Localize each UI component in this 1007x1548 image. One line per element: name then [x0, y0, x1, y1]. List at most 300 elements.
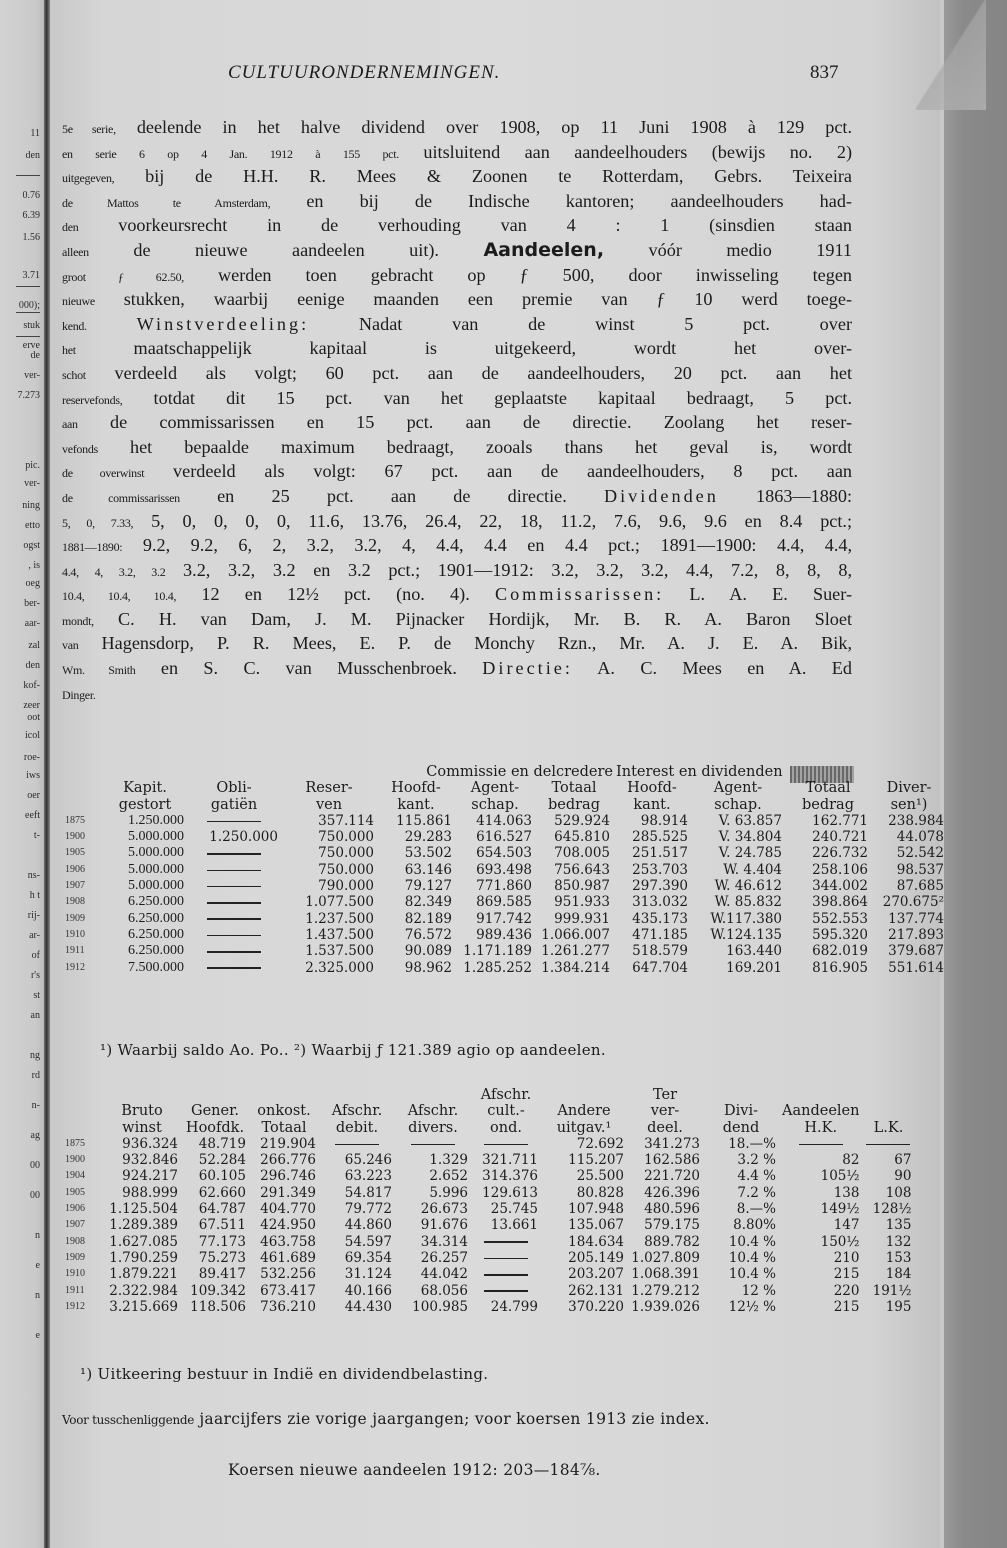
table-cell: 756.643	[554, 861, 610, 878]
table-cell: 6.250.000	[128, 910, 184, 926]
table-cell: 107.948	[568, 1201, 624, 1218]
table-cell: 266.776	[260, 1152, 316, 1169]
text-segment: Nadat van de winst 5 pct. over	[358, 313, 852, 334]
adjacent-page-rule	[16, 175, 40, 176]
adjacent-page-fragment: ag	[30, 1130, 40, 1141]
text-segment: verdeeld als volgt; 60 pct. aan de aandeelhouders, 20 pct. aan het	[114, 362, 852, 383]
row-year: 1911	[65, 945, 85, 957]
table-cell: 25.500	[576, 1168, 624, 1185]
text-segment: het	[62, 343, 76, 358]
text-segment: 10.4, 10.4, 10.4,	[62, 589, 177, 604]
text-segment: uitgegeven,	[62, 171, 115, 186]
column-header: debit.	[335, 1119, 379, 1136]
text-line	[62, 313, 852, 338]
table-cell: 314.376	[482, 1168, 538, 1185]
column-header: Totaal	[805, 780, 851, 797]
column-header: H.K.	[804, 1119, 838, 1136]
text-segment: het bepaalde maximum bedraagt, zooals thans het geval is, wordt	[129, 436, 852, 457]
new-shares-prices: Koersen nieuwe aandeelen 1912: 203—184⅞.	[228, 1461, 601, 1479]
table-cell: 579.175	[644, 1217, 700, 1234]
table-cell: 226.732	[812, 845, 868, 862]
table-row	[62, 1266, 914, 1282]
table-cell: 889.782	[644, 1233, 700, 1250]
table-cell: 1.939.026	[631, 1298, 700, 1315]
table-cell: 2.652	[429, 1168, 468, 1185]
section-label: Winstverdeeling:	[136, 313, 310, 334]
table-cell: 1.285.252	[463, 959, 532, 976]
column-header: gestort	[118, 796, 172, 813]
row-year: 1875	[65, 1137, 85, 1149]
table-cell: 128½	[872, 1201, 912, 1218]
row-year: 1909	[65, 1251, 85, 1263]
text-segment: vóór medio 1911	[648, 239, 852, 260]
table-cell: 44.860	[344, 1217, 392, 1234]
adjacent-page-fragment: aar-	[24, 618, 40, 629]
table-cell: 89.417	[198, 1266, 246, 1283]
table-cell: 951.933	[554, 894, 610, 911]
table-cell: 10.4 %	[728, 1233, 776, 1250]
column-header: kant.	[397, 796, 435, 813]
table-cell: 5.000.000	[128, 861, 184, 877]
table-cell: 253.703	[632, 861, 688, 878]
table-row	[62, 1201, 914, 1217]
text-segment: stukken, waarbij eenige maanden een premie van ƒ 10 werd toege-	[123, 289, 852, 310]
table-cell: 129.613	[482, 1184, 538, 1201]
table-row	[62, 1152, 914, 1168]
table-cell: 91.676	[420, 1217, 468, 1234]
table-cell: 8.80%	[733, 1217, 776, 1234]
year-header	[62, 780, 103, 796]
table-cell: 215	[833, 1298, 860, 1315]
column-header: ond.	[490, 1119, 522, 1136]
column-header	[862, 1103, 914, 1119]
table-cell: 1.384.214	[541, 959, 610, 976]
table-cell: 52.284	[198, 1152, 246, 1169]
table-cell: 1.237.500	[305, 910, 374, 927]
table-cell: 532.256	[260, 1266, 316, 1283]
adjacent-page-fragment: eeft	[25, 810, 40, 821]
column-header: Aandeelen	[782, 1103, 860, 1120]
table-cell: 13.661	[490, 1217, 538, 1234]
table-cell: 1.066.007	[541, 926, 610, 943]
column-header: Afschr.	[480, 1087, 532, 1103]
table-cell: 1.329	[429, 1152, 468, 1169]
text-line	[62, 608, 852, 633]
text-line	[62, 387, 852, 412]
empty-cell	[779, 1136, 862, 1152]
text-line	[62, 165, 852, 190]
table-cell: 75.273	[198, 1249, 246, 1266]
table-cell: 5.996	[429, 1184, 468, 1201]
column-header: uitgav.¹	[556, 1119, 612, 1136]
year-header	[62, 797, 103, 813]
text-line	[62, 682, 852, 707]
row-year: 1906	[65, 1203, 85, 1215]
table-cell: 1.627.085	[109, 1233, 178, 1250]
adjacent-page-fragment: ogst	[23, 540, 40, 551]
column-header: Bruto	[121, 1103, 163, 1120]
table-cell: 162.586	[644, 1152, 700, 1169]
adjacent-page-fragment: e	[35, 1330, 40, 1341]
table-cell: 53.502	[404, 845, 452, 862]
table-cell: 6.250.000	[128, 943, 184, 959]
adjacent-page-fragment: de	[30, 350, 40, 361]
table-cell: 240.721	[812, 829, 868, 846]
table-cell: 29.283	[404, 829, 452, 846]
table-cell: 1.250.000	[128, 812, 184, 828]
text-segment: den	[62, 220, 79, 235]
text-line	[62, 141, 852, 166]
text-line	[62, 485, 852, 510]
dash-placeholder	[484, 1258, 528, 1260]
column-header: Totaal	[551, 780, 597, 797]
table-row	[62, 1299, 914, 1315]
table-cell: 999.931	[554, 910, 610, 927]
empty-cell	[187, 894, 281, 910]
table2-footnote: ¹) Uitkeering bestuur in Indië en dividendbelasting.	[80, 1365, 489, 1383]
table-cell: 404.770	[260, 1201, 316, 1218]
section-label: Commissarissen:	[494, 584, 665, 605]
adjacent-page-fragment: n-	[31, 1100, 40, 1111]
table-cell: 2.322.984	[109, 1282, 178, 1299]
table-cell: 82.349	[404, 894, 452, 911]
text-line	[62, 337, 852, 362]
table-cell: 1.068.391	[631, 1266, 700, 1283]
table-cell: 7.2 %	[737, 1184, 776, 1201]
table-cell: 76.572	[404, 926, 452, 943]
text-segment: 1881—1890:	[62, 540, 123, 555]
column-header: Agent-	[470, 780, 520, 797]
text-segment: 1863—1880:	[756, 485, 852, 506]
column-header-row	[62, 1103, 914, 1119]
column-header: dend	[722, 1119, 760, 1136]
table-cell: 5.000.000	[128, 829, 184, 845]
table-cell: 291.349	[260, 1184, 316, 1201]
empty-cell	[471, 1266, 541, 1282]
table-cell: 654.503	[476, 845, 532, 862]
interim-figures-note	[62, 1410, 710, 1428]
column-header: Ter	[652, 1087, 678, 1103]
table-cell: 31.124	[344, 1266, 392, 1283]
table-cell: 471.185	[632, 926, 688, 943]
column-header: Reser-	[305, 780, 353, 797]
row-year: 1907	[65, 880, 85, 892]
table-cell: 1.790.259	[109, 1249, 178, 1266]
adjacent-page-fragment: 000);	[18, 300, 40, 311]
text-segment: 5, 0, 0, 0, 0, 11.6, 13.76, 26.4, 22, 18, 11.2, 7.6, 9.6, 9.6 en 8.4 pct.;	[151, 510, 852, 531]
column-header: Kapit.	[123, 780, 167, 797]
adjacent-page-fragment: oer	[27, 790, 40, 801]
column-header: Hoofd-	[627, 780, 677, 797]
adjacent-page-fragment: erve	[22, 340, 40, 351]
adjacent-page-fragment: ber-	[24, 598, 40, 609]
adjacent-page-fragment: rd	[31, 1070, 40, 1081]
table-cell: 10.4 %	[728, 1249, 776, 1266]
column-header: ver-	[650, 1103, 680, 1120]
table-cell: 203.207	[568, 1266, 624, 1283]
table-cell: 750.000	[318, 845, 374, 862]
adjacent-page-fragment: den	[25, 150, 40, 161]
table-cell: 1.027.809	[631, 1249, 700, 1266]
table-cell: 262.131	[568, 1282, 624, 1299]
adjacent-page-fragment: st	[33, 990, 40, 1001]
table-cell: 529.924	[554, 812, 610, 829]
text-segment: de commissarissen	[62, 490, 180, 505]
text-segment: de commissarissen en 15 pct. aan de directie. Zoolang het reser-	[110, 412, 852, 433]
column-header: Obli-	[216, 780, 252, 797]
dash-placeholder	[207, 918, 261, 920]
adjacent-page-fragment: 6.39	[22, 210, 40, 221]
table-cell: 313.032	[632, 894, 688, 911]
table-cell: 1.171.189	[463, 943, 532, 960]
column-header	[181, 1087, 249, 1103]
adjacent-page-fragment: e	[35, 1260, 40, 1271]
table-cell: 82.189	[404, 910, 452, 927]
table-cell: 435.173	[632, 910, 688, 927]
adjacent-page-fragment: of	[31, 950, 40, 961]
group-header-interest: Interest en dividenden	[616, 764, 783, 780]
table-row	[62, 943, 947, 959]
table-cell: 149½	[820, 1201, 860, 1218]
dash-placeholder	[207, 870, 261, 872]
dash-placeholder	[207, 902, 261, 904]
table-cell: 988.999	[122, 1184, 178, 1201]
adjacent-page-fragment: 11	[30, 128, 40, 139]
adjacent-page-fragment: 1.56	[22, 232, 40, 243]
table-cell: 12½ %	[728, 1298, 776, 1315]
text-segment: 12 en 12½ pct. (no. 4).	[201, 584, 470, 605]
table-cell: 5.000.000	[128, 845, 184, 861]
table-cell: 205.149	[568, 1249, 624, 1266]
row-year: 1910	[65, 928, 85, 940]
table-cell: 109.342	[190, 1282, 246, 1299]
adjacent-page-fragment: h t	[29, 890, 40, 901]
table-cell: 26.673	[420, 1201, 468, 1218]
column-header: Afschr.	[331, 1103, 383, 1120]
adjacent-page-fragment: rij-	[27, 910, 40, 921]
table-cell: 924.217	[122, 1168, 178, 1185]
text-line	[62, 190, 852, 215]
table-cell: 258.106	[812, 861, 868, 878]
table-cell: 1.077.500	[305, 894, 374, 911]
adjacent-page-fragment: etto	[25, 520, 40, 531]
column-header: Afschr.	[407, 1103, 459, 1120]
text-segment: 4.4, 4, 3.2, 3.2	[62, 564, 166, 579]
table-cell: 62.660	[198, 1184, 246, 1201]
table-row	[62, 894, 947, 910]
page-number: 837	[810, 62, 839, 83]
column-header	[103, 1087, 181, 1103]
adjacent-page-strip	[0, 0, 44, 1548]
text-segment: de Mattos te Amsterdam,	[62, 195, 271, 210]
text-segment: Hagensdorp, P. R. Mees, E. P. de Monchy Rzn., Mr. A. J. E. A. Bik,	[101, 633, 852, 654]
note-rest: jaarcijfers zie vorige jaargangen; voor koersen 1913 zie index.	[199, 1410, 710, 1428]
text-segment: A. C. Mees en A. Ed	[597, 658, 852, 679]
table-cell: 3.2 %	[737, 1152, 776, 1169]
dash-placeholder	[484, 1274, 528, 1276]
table-row	[62, 1185, 914, 1201]
table-row	[62, 878, 947, 894]
dash-placeholder	[799, 1144, 843, 1146]
dash-placeholder	[207, 853, 261, 855]
table-cell: 44.430	[344, 1298, 392, 1315]
adjacent-page-fragment: ng	[30, 1050, 40, 1061]
text-segment: schot	[62, 367, 86, 382]
row-year: 1905	[65, 1186, 85, 1198]
table-cell: 153	[885, 1249, 912, 1266]
table-cell: 184	[885, 1266, 912, 1283]
dash-placeholder	[207, 935, 261, 937]
column-header-row	[62, 797, 947, 813]
column-header	[541, 1087, 627, 1103]
text-line	[62, 116, 852, 141]
table-cell: 370.220	[568, 1298, 624, 1315]
column-header: Hoofdk.	[185, 1119, 245, 1136]
column-header: divers.	[408, 1119, 458, 1136]
table-cell: 67.511	[198, 1217, 246, 1234]
table-row	[62, 862, 947, 878]
table-row	[62, 1283, 914, 1299]
table-cell: 138	[833, 1184, 860, 1201]
running-title: CULTUURONDERNEMINGEN.	[228, 62, 501, 83]
text-segment: de overwinst	[62, 466, 145, 481]
table-cell: 771.860	[476, 878, 532, 895]
adjacent-page-fragment: 3.71	[22, 270, 40, 281]
row-year: 1911	[65, 1284, 85, 1296]
text-segment: en S. C. van Musschenbroek.	[160, 658, 457, 679]
table-cell: 5.000.000	[128, 878, 184, 894]
text-line	[62, 411, 852, 436]
table-cell: 135	[885, 1217, 912, 1234]
adjacent-page-fragment: 00	[30, 1190, 40, 1201]
table-cell: 54.597	[344, 1233, 392, 1250]
empty-cell	[187, 927, 281, 943]
table-cell: 52.542	[896, 845, 944, 862]
empty-cell	[187, 960, 281, 976]
table-row	[62, 1136, 914, 1152]
text-line	[62, 264, 852, 289]
table-cell: 162.771	[812, 812, 868, 829]
table-cell: 251.517	[632, 845, 688, 862]
adjacent-page-fragment: ver-	[24, 370, 40, 381]
table-cell: 63.146	[404, 861, 452, 878]
adjacent-page-fragment: 7.273	[17, 390, 40, 401]
table-cell: 184.634	[568, 1233, 624, 1250]
table-cell: 10.4 %	[728, 1266, 776, 1283]
table-cell: 191½	[872, 1282, 912, 1299]
text-line	[62, 214, 852, 239]
text-segment: 5e serie,	[62, 122, 116, 136]
table-cell: 344.002	[812, 878, 868, 895]
text-segment: 3.2, 3.2, 3.2 en 3.2 pct.; 1901—1912: 3.2, 3.2, 3.2, 4.4, 7.2, 8, 8, 8,	[183, 559, 852, 580]
table-cell: 25.745	[490, 1201, 538, 1218]
text-segment: groot ƒ 62.50,	[62, 269, 185, 284]
table-cell: 147	[833, 1217, 860, 1234]
adjacent-page-fragment: stuk	[23, 320, 40, 331]
adjacent-page-fragment: r's	[30, 970, 40, 981]
text-segment: voorkeursrecht in de verhouding van 4 : 1 (sinsdien staan	[118, 215, 852, 236]
year-header	[62, 1087, 103, 1103]
adjacent-page-fragment: ver-	[24, 478, 40, 489]
note-prefix: Voor tusschenliggende	[62, 1413, 195, 1427]
table-cell: 215	[833, 1266, 860, 1283]
column-header: bedrag	[547, 796, 600, 813]
table-cell: 1.289.389	[109, 1217, 178, 1234]
text-segment: van	[62, 638, 79, 653]
table-cell: 238.984	[888, 812, 944, 829]
table-cell: 87.685	[896, 878, 944, 895]
table-cell: 379.687	[888, 943, 944, 960]
table-cell: 137.774	[888, 910, 944, 927]
table-cell: 34.314	[420, 1233, 468, 1250]
dash-placeholder	[484, 1144, 528, 1146]
text-line	[62, 534, 852, 559]
table-cell: W.117.380	[710, 910, 782, 927]
text-segment: vefonds	[62, 441, 98, 456]
column-header: gatiën	[210, 796, 258, 813]
table-cell: 296.746	[260, 1168, 316, 1185]
table-cell: 461.689	[260, 1249, 316, 1266]
text-segment: en 25 pct. aan de directie.	[217, 485, 567, 506]
table-cell: 217.893	[888, 926, 944, 943]
table-cell: 616.527	[476, 829, 532, 846]
table-cell: 647.704	[632, 959, 688, 976]
text-line	[62, 362, 852, 387]
dash-placeholder	[411, 1144, 455, 1146]
section-label: Dividenden	[603, 485, 719, 506]
table-cell: 118.506	[190, 1298, 246, 1315]
table-cell: 869.585	[476, 894, 532, 911]
adjacent-page-fragment: n	[35, 1290, 40, 1301]
table-cell: 98.962	[404, 959, 452, 976]
table-cell: W. 46.612	[714, 878, 782, 895]
table-cell: 6.250.000	[128, 894, 184, 910]
table-row	[62, 845, 947, 861]
empty-cell	[187, 878, 281, 894]
text-line	[62, 583, 852, 608]
column-header: cult.-	[487, 1103, 525, 1120]
table-cell: V. 24.785	[718, 845, 782, 862]
column-header: schap.	[471, 796, 519, 813]
table-cell: 54.817	[344, 1184, 392, 1201]
table-cell: 6.250.000	[128, 926, 184, 942]
text-segment: 5, 0, 7.33,	[62, 515, 134, 530]
empty-cell	[471, 1234, 541, 1250]
table-cell: 60.105	[198, 1168, 246, 1185]
text-line	[62, 657, 852, 682]
table-cell: 79.127	[404, 878, 452, 895]
table-cell: 414.063	[476, 812, 532, 829]
section-label: Directie:	[482, 658, 573, 679]
year-header	[62, 1103, 103, 1119]
table-cell: 8.—%	[736, 1201, 776, 1218]
table-cell: 150½	[820, 1233, 860, 1250]
adjacent-page-fragment: kof-	[23, 680, 40, 691]
column-header	[862, 1087, 914, 1103]
table-cell: 917.742	[476, 910, 532, 927]
text-segment: en bij de Indische kantoren; aandeelhouders had-	[306, 190, 852, 211]
table-cell: 69.354	[344, 1249, 392, 1266]
table-cell: 816.905	[812, 959, 868, 976]
column-header: L.K.	[873, 1119, 904, 1136]
table-cell: 518.579	[632, 943, 688, 960]
table-row	[62, 829, 947, 845]
table-cell: 750.000	[318, 861, 374, 878]
table-cell: 221.720	[644, 1168, 700, 1185]
table-cell: 108	[885, 1184, 912, 1201]
row-year: 1907	[65, 1219, 85, 1231]
table-cell: 40.166	[344, 1282, 392, 1299]
